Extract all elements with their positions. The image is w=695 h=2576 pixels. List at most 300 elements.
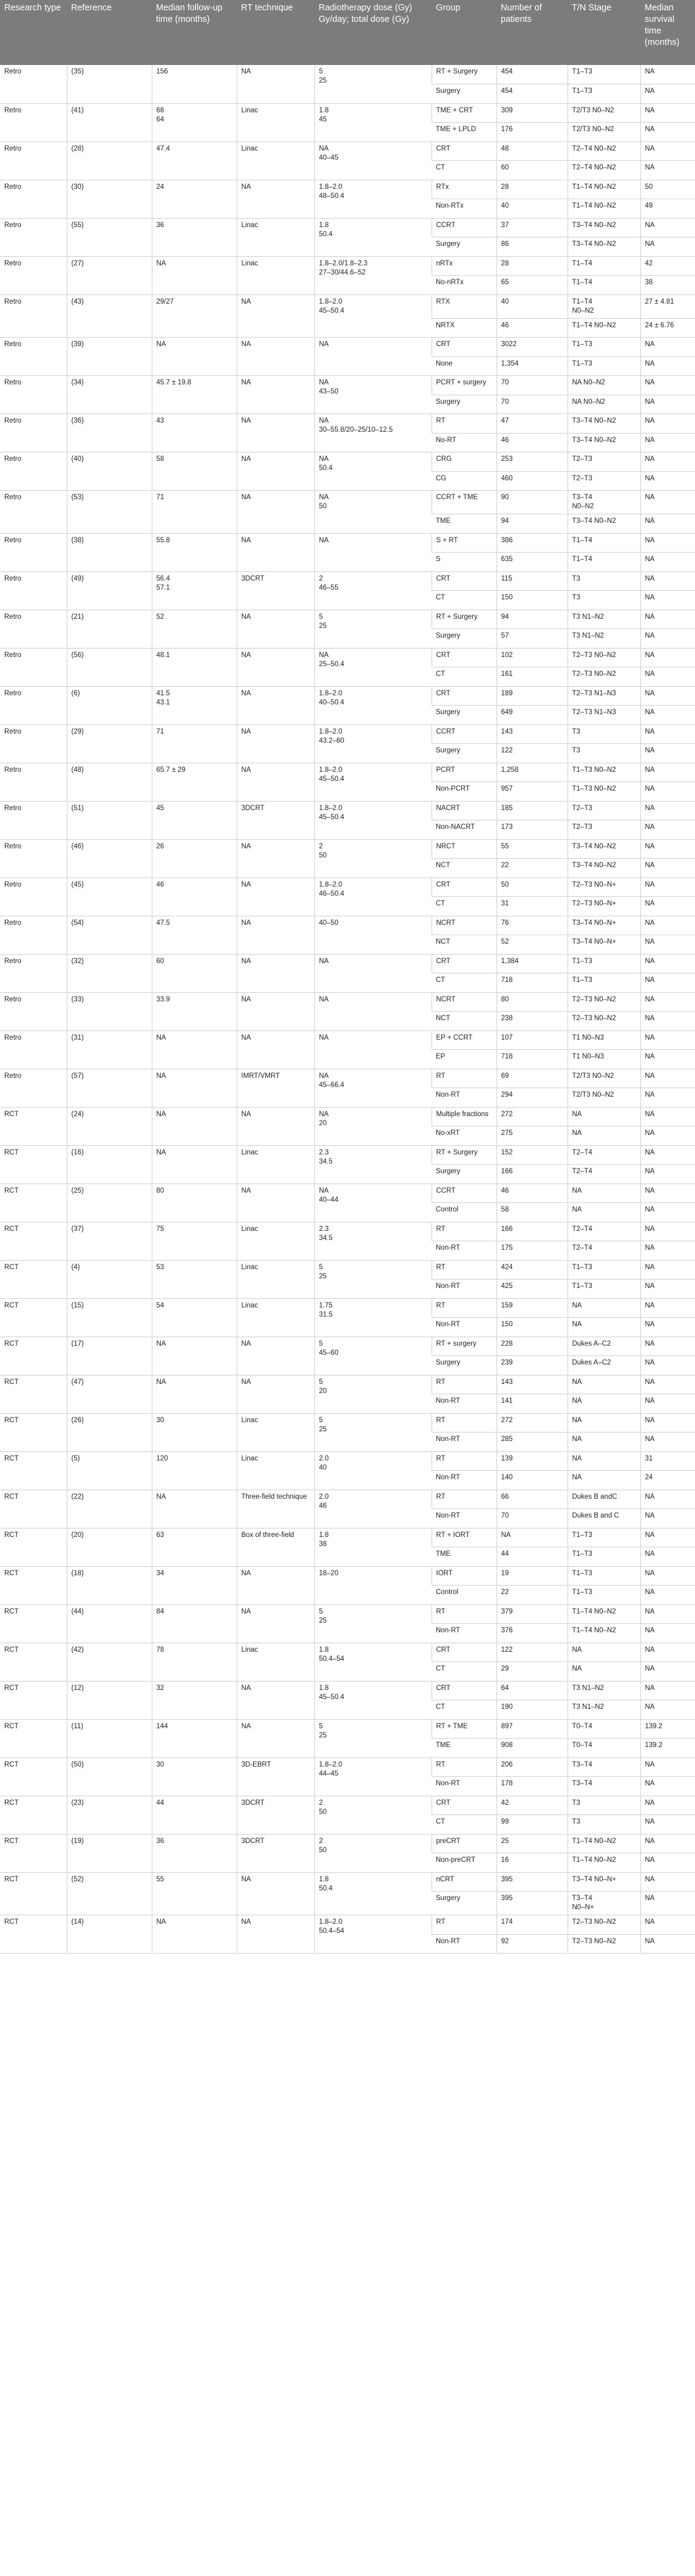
cell-research-type: Retro xyxy=(0,376,67,414)
cell-stage: T1–T4 N0–N2 xyxy=(568,1624,640,1643)
table-row xyxy=(0,877,695,897)
cell-reference: (42) xyxy=(67,1643,152,1681)
cell-stage: T1–T4 N0–N2 xyxy=(568,318,640,338)
cell-group: Non-preCRT xyxy=(432,1853,497,1873)
cell-stage: T0–T4 xyxy=(568,1739,640,1758)
cell-research-type: Retro xyxy=(0,801,67,839)
cell-reference: (41) xyxy=(67,103,152,141)
header-radiotherapy-dose: Radiotherapy dose (Gy) Gy/day; total dose (Gy) xyxy=(314,0,432,65)
table-row xyxy=(0,141,695,161)
cell-stage: NA N0–N2 xyxy=(568,376,640,395)
cell-stage: T3–T4 N0–N+ xyxy=(568,1872,640,1892)
cell-stage: T2–T4 N0–N2 xyxy=(568,141,640,161)
cell-survival: 139.2 xyxy=(640,1739,695,1758)
cell-stage: T2–T4 xyxy=(568,1165,640,1184)
cell-stage: T2–T3 xyxy=(568,820,640,840)
cell-survival: 24 xyxy=(640,1471,695,1490)
cell-survival: NA xyxy=(640,1586,695,1605)
cell-patients: 454 xyxy=(497,84,568,104)
cell-stage: Dukes B andC xyxy=(568,1490,640,1509)
cell-stage: T1–T3 xyxy=(568,1586,640,1605)
cell-stage: T2–T4 xyxy=(568,1222,640,1241)
cell-rt-technique: NA xyxy=(237,533,314,571)
table-row xyxy=(0,1834,695,1853)
cell-group: nCRT xyxy=(432,1872,497,1892)
cell-group: CCRT xyxy=(432,218,497,237)
cell-group: CRG xyxy=(432,452,497,472)
table-row xyxy=(0,1145,695,1165)
cell-stage: T1–T3 N0–N2 xyxy=(568,763,640,782)
cell-research-type: Retro xyxy=(0,839,67,877)
cell-follow-up: 46 xyxy=(152,877,237,916)
cell-stage: T1–T3 xyxy=(568,973,640,993)
table-row xyxy=(0,218,695,237)
cell-patients: 107 xyxy=(497,1031,568,1050)
cell-dose: 1.8 50.4 xyxy=(314,1872,432,1915)
cell-reference: (18) xyxy=(67,1566,152,1604)
cell-group: Non-RT xyxy=(432,1394,497,1414)
cell-survival: NA xyxy=(640,1834,695,1853)
cell-survival: NA xyxy=(640,1165,695,1184)
cell-group: Non-RT xyxy=(432,1088,497,1108)
cell-follow-up: 52 xyxy=(152,610,237,648)
cell-group: NRCT xyxy=(432,839,497,859)
cell-stage: NA N0–N2 xyxy=(568,395,640,414)
cell-group: Non-RTx xyxy=(432,199,497,219)
cell-group: CRT xyxy=(432,1681,497,1700)
cell-group: CRT xyxy=(432,1643,497,1662)
cell-survival: NA xyxy=(640,376,695,395)
table-row xyxy=(0,1222,695,1241)
cell-dose: NA 50.4 xyxy=(314,452,432,491)
cell-patients: 424 xyxy=(497,1260,568,1279)
cell-rt-technique: Linac xyxy=(237,218,314,256)
cell-patients: 897 xyxy=(497,1719,568,1739)
table-row xyxy=(0,1757,695,1777)
cell-reference: (57) xyxy=(67,1069,152,1107)
cell-reference: (4) xyxy=(67,1260,152,1298)
cell-group: RT xyxy=(432,1413,497,1433)
cell-patients: 1,258 xyxy=(497,763,568,782)
cell-group: CRT xyxy=(432,877,497,897)
cell-group: Surgery xyxy=(432,629,497,649)
cell-survival: NA xyxy=(640,935,695,955)
cell-follow-up: 32 xyxy=(152,1681,237,1719)
cell-patients: 86 xyxy=(497,237,568,257)
cell-survival: NA xyxy=(640,1088,695,1108)
cell-follow-up: 80 xyxy=(152,1184,237,1222)
cell-follow-up: 55 xyxy=(152,1872,237,1915)
cell-group: CRT xyxy=(432,686,497,706)
cell-group: Non-RT xyxy=(432,1318,497,1337)
cell-stage: T3 xyxy=(568,571,640,591)
cell-patients: 150 xyxy=(497,1318,568,1337)
cell-stage: NA xyxy=(568,1662,640,1682)
cell-patients: 425 xyxy=(497,1279,568,1299)
header-median-survival: Median survival time (months) xyxy=(640,0,695,65)
cell-rt-technique: Linac xyxy=(237,141,314,180)
cell-patients: 19 xyxy=(497,1566,568,1586)
cell-patients: 166 xyxy=(497,1165,568,1184)
cell-stage: T1–T4 xyxy=(568,533,640,553)
cell-patients: 29 xyxy=(497,1662,568,1682)
cell-follow-up: 84 xyxy=(152,1604,237,1643)
cell-group: RT + Surgery xyxy=(432,65,497,84)
cell-follow-up: 71 xyxy=(152,491,237,534)
cell-research-type: Retro xyxy=(0,954,67,992)
cell-group: CT xyxy=(432,1700,497,1720)
cell-stage: NA xyxy=(568,1318,640,1337)
cell-patients: 37 xyxy=(497,218,568,237)
cell-stage: T2–T3 xyxy=(568,471,640,491)
cell-patients: 272 xyxy=(497,1413,568,1433)
cell-patients: 159 xyxy=(497,1298,568,1318)
cell-patients: 178 xyxy=(497,1777,568,1796)
cell-patients: 253 xyxy=(497,452,568,472)
cell-patients: 174 xyxy=(497,1915,568,1935)
cell-group: Non-RT xyxy=(432,1509,497,1528)
cell-rt-technique: NA xyxy=(237,954,314,992)
cell-group: CRT xyxy=(432,1796,497,1815)
cell-survival: NA xyxy=(640,801,695,820)
cell-research-type: Retro xyxy=(0,877,67,916)
cell-survival: NA xyxy=(640,724,695,744)
cell-group: Non-RT xyxy=(432,1624,497,1643)
cell-group: Surgery xyxy=(432,395,497,414)
table-row xyxy=(0,180,695,199)
cell-stage: T3 N1–N2 xyxy=(568,1700,640,1720)
cell-stage: T1 N0–N3 xyxy=(568,1050,640,1069)
cell-reference: (51) xyxy=(67,801,152,839)
cell-stage: T1–T3 xyxy=(568,954,640,973)
cell-research-type: Retro xyxy=(0,610,67,648)
cell-group: CRT xyxy=(432,648,497,667)
cell-stage: T3–T4 N0–N+ xyxy=(568,916,640,935)
table-row xyxy=(0,295,695,318)
cell-stage: T1–T4 N0–N2 xyxy=(568,295,640,318)
cell-patients: 238 xyxy=(497,1012,568,1031)
cell-dose: NA 45–66.4 xyxy=(314,1069,432,1107)
cell-group: Non-RT xyxy=(432,1279,497,1299)
cell-research-type: Retro xyxy=(0,533,67,571)
cell-rt-technique: 3D-EBRT xyxy=(237,1757,314,1796)
cell-group: NCRT xyxy=(432,992,497,1012)
table-row xyxy=(0,1719,695,1739)
cell-follow-up: NA xyxy=(152,1337,237,1375)
cell-research-type: RCT xyxy=(0,1145,67,1184)
cell-group: RT + IORT xyxy=(432,1528,497,1547)
cell-patients: 285 xyxy=(497,1433,568,1452)
cell-reference: (48) xyxy=(67,763,152,801)
cell-survival: NA xyxy=(640,1241,695,1261)
table-row xyxy=(0,1413,695,1433)
cell-group: TME xyxy=(432,1739,497,1758)
cell-reference: (33) xyxy=(67,992,152,1031)
cell-dose: 1.8–2.0 46–50.4 xyxy=(314,877,432,916)
cell-patients: 206 xyxy=(497,1757,568,1777)
header-research-type: Research type xyxy=(0,0,67,65)
cell-survival: NA xyxy=(640,356,695,376)
table-row xyxy=(0,648,695,667)
cell-follow-up: NA xyxy=(152,1069,237,1107)
cell-follow-up: 33.9 xyxy=(152,992,237,1031)
cell-stage: T3–T4 N0–N2 xyxy=(568,414,640,434)
cell-patients: 228 xyxy=(497,1337,568,1356)
cell-research-type: Retro xyxy=(0,103,67,141)
cell-survival: NA xyxy=(640,433,695,452)
cell-reference: (53) xyxy=(67,491,152,534)
cell-research-type: Retro xyxy=(0,686,67,724)
cell-patients: 718 xyxy=(497,1050,568,1069)
cell-follow-up: 43 xyxy=(152,414,237,452)
cell-rt-technique: NA xyxy=(237,992,314,1031)
cell-reference: (43) xyxy=(67,295,152,338)
table-row xyxy=(0,1643,695,1662)
cell-stage: T3–T4 N0–N2 xyxy=(568,218,640,237)
cell-survival: NA xyxy=(640,1604,695,1624)
cell-stage: T2/T3 N0–N2 xyxy=(568,1069,640,1088)
cell-dose: 1.8–2.0/1.8–2.3 27–30/44.6–52 xyxy=(314,256,432,295)
table-row xyxy=(0,1566,695,1586)
cell-group: CT xyxy=(432,1662,497,1682)
cell-research-type: RCT xyxy=(0,1451,67,1490)
cell-stage: NA xyxy=(568,1394,640,1414)
cell-follow-up: NA xyxy=(152,338,237,376)
cell-stage: T3–T4 N0–N2 xyxy=(568,514,640,534)
cell-reference: (6) xyxy=(67,686,152,724)
cell-patients: 309 xyxy=(497,103,568,123)
cell-follow-up: 30 xyxy=(152,1757,237,1796)
cell-research-type: RCT xyxy=(0,1107,67,1145)
cell-stage: T1–T3 N0–N2 xyxy=(568,782,640,802)
cell-patients: 47 xyxy=(497,414,568,434)
table-row xyxy=(0,992,695,1012)
cell-dose: NA xyxy=(314,338,432,376)
cell-stage: T1–T4 xyxy=(568,553,640,572)
cell-reference: (5) xyxy=(67,1451,152,1490)
table-row xyxy=(0,801,695,820)
cell-group: Non-RT xyxy=(432,1241,497,1261)
cell-dose: NA 20 xyxy=(314,1107,432,1145)
cell-patients: 92 xyxy=(497,1934,568,1954)
cell-rt-technique: NA xyxy=(237,1719,314,1757)
cell-dose: 5 25 xyxy=(314,610,432,648)
cell-survival: NA xyxy=(640,84,695,104)
cell-stage: T1 N0–N3 xyxy=(568,1031,640,1050)
cell-follow-up: 63 xyxy=(152,1528,237,1566)
cell-follow-up: 120 xyxy=(152,1451,237,1490)
cell-survival: NA xyxy=(640,667,695,687)
cell-dose: 1.75 31.5 xyxy=(314,1298,432,1337)
cell-survival: NA xyxy=(640,161,695,180)
cell-group: Control xyxy=(432,1203,497,1222)
cell-survival: NA xyxy=(640,782,695,802)
table-row xyxy=(0,452,695,472)
cell-rt-technique: NA xyxy=(237,295,314,338)
table-row xyxy=(0,414,695,434)
cell-group: CRT xyxy=(432,141,497,161)
cell-stage: T3 N1–N2 xyxy=(568,610,640,629)
cell-survival: NA xyxy=(640,141,695,161)
cell-stage: T3–T4 N0–N2 xyxy=(568,839,640,859)
cell-dose: 2.0 46 xyxy=(314,1490,432,1528)
cell-group: RT xyxy=(432,1451,497,1471)
cell-group: RT xyxy=(432,1490,497,1509)
cell-follow-up: NA xyxy=(152,256,237,295)
cell-survival: NA xyxy=(640,629,695,649)
cell-survival: NA xyxy=(640,553,695,572)
cell-follow-up: 55.8 xyxy=(152,533,237,571)
cell-patients: 649 xyxy=(497,706,568,725)
cell-survival: NA xyxy=(640,1892,695,1915)
cell-survival: NA xyxy=(640,533,695,553)
cell-stage: T3–T4 N0–N2 xyxy=(568,859,640,878)
cell-patients: 176 xyxy=(497,123,568,142)
cell-patients: 58 xyxy=(497,1203,568,1222)
cell-rt-technique: 3DCRT xyxy=(237,1796,314,1834)
cell-research-type: Retro xyxy=(0,256,67,295)
cell-rt-technique: 3DCRT xyxy=(237,801,314,839)
cell-patients: 115 xyxy=(497,571,568,591)
header-group: Group xyxy=(432,0,497,65)
cell-stage: T3–T4 xyxy=(568,1777,640,1796)
cell-stage: T2–T3 N0–N2 xyxy=(568,648,640,667)
cell-survival: NA xyxy=(640,1184,695,1203)
cell-stage: T1–T4 xyxy=(568,256,640,276)
cell-research-type: Retro xyxy=(0,414,67,452)
cell-stage: T0–T4 xyxy=(568,1719,640,1739)
table-row xyxy=(0,1604,695,1624)
cell-dose: 1.8 45 xyxy=(314,103,432,141)
cell-group: CT xyxy=(432,1815,497,1835)
cell-follow-up: 41.5 43.1 xyxy=(152,686,237,724)
cell-dose: 5 20 xyxy=(314,1375,432,1413)
cell-patients: 139 xyxy=(497,1451,568,1471)
cell-rt-technique: Linac xyxy=(237,1145,314,1184)
cell-patients: 161 xyxy=(497,667,568,687)
cell-survival: NA xyxy=(640,471,695,491)
cell-stage: T2–T4 xyxy=(568,1145,640,1165)
cell-rt-technique: 3DCRT xyxy=(237,571,314,610)
cell-rt-technique: Linac xyxy=(237,1260,314,1298)
cell-reference: (24) xyxy=(67,1107,152,1145)
cell-research-type: Retro xyxy=(0,491,67,534)
cell-group: PCRT + surgery xyxy=(432,376,497,395)
cell-survival: NA xyxy=(640,839,695,859)
cell-stage: T1–T4 N0–N2 xyxy=(568,1604,640,1624)
cell-group: PCRT xyxy=(432,763,497,782)
cell-follow-up: 75 xyxy=(152,1222,237,1260)
table-row xyxy=(0,954,695,973)
cell-dose: 1.8–2.0 45–50.4 xyxy=(314,763,432,801)
cell-survival: NA xyxy=(640,973,695,993)
cell-group: nRTx xyxy=(432,256,497,276)
cell-research-type: RCT xyxy=(0,1375,67,1413)
cell-patients: 57 xyxy=(497,629,568,649)
cell-patients: 386 xyxy=(497,533,568,553)
cell-research-type: Retro xyxy=(0,295,67,338)
cell-patients: 70 xyxy=(497,1509,568,1528)
cell-follow-up: NA xyxy=(152,1490,237,1528)
cell-dose: 2.3 34.5 xyxy=(314,1222,432,1260)
cell-reference: (39) xyxy=(67,338,152,376)
cell-group: No-RT xyxy=(432,433,497,452)
cell-dose: 5 25 xyxy=(314,65,432,103)
cell-follow-up: 45.7 ± 19.8 xyxy=(152,376,237,414)
cell-group: NRTX xyxy=(432,318,497,338)
cell-reference: (23) xyxy=(67,1796,152,1834)
cell-patients: 22 xyxy=(497,1586,568,1605)
cell-dose: NA 50 xyxy=(314,491,432,534)
cell-patients: 3022 xyxy=(497,338,568,357)
cell-dose: NA 40–44 xyxy=(314,1184,432,1222)
cell-reference: (19) xyxy=(67,1834,152,1872)
cell-rt-technique: NA xyxy=(237,1604,314,1643)
cell-survival: NA xyxy=(640,992,695,1012)
cell-survival: NA xyxy=(640,1050,695,1069)
cell-survival: NA xyxy=(640,648,695,667)
table-row xyxy=(0,1107,695,1126)
cell-reference: (27) xyxy=(67,256,152,295)
table-row xyxy=(0,1031,695,1050)
cell-follow-up: 45 xyxy=(152,801,237,839)
cell-patients: 141 xyxy=(497,1394,568,1414)
cell-stage: T1–T3 xyxy=(568,1279,640,1299)
cell-patients: 46 xyxy=(497,318,568,338)
table-row xyxy=(0,686,695,706)
cell-patients: 94 xyxy=(497,610,568,629)
cell-dose: NA 25–50.4 xyxy=(314,648,432,686)
cell-dose: 2 46–55 xyxy=(314,571,432,610)
table-row xyxy=(0,1681,695,1700)
cell-group: Multiple fractions xyxy=(432,1107,497,1126)
cell-patients: 44 xyxy=(497,1547,568,1567)
cell-survival: NA xyxy=(640,1934,695,1954)
cell-survival: NA xyxy=(640,123,695,142)
cell-patients: 376 xyxy=(497,1624,568,1643)
cell-follow-up: NA xyxy=(152,1107,237,1145)
cell-reference: (32) xyxy=(67,954,152,992)
cell-survival: NA xyxy=(640,706,695,725)
table-row xyxy=(0,916,695,935)
cell-rt-technique: NA xyxy=(237,1337,314,1375)
cell-reference: (46) xyxy=(67,839,152,877)
cell-stage: T2–T3 N0–N2 xyxy=(568,1915,640,1935)
cell-dose: 1.8–2.0 45–50.4 xyxy=(314,295,432,338)
cell-research-type: RCT xyxy=(0,1298,67,1337)
cell-patients: 272 xyxy=(497,1107,568,1126)
cell-rt-technique: NA xyxy=(237,491,314,534)
cell-follow-up: 29/27 xyxy=(152,295,237,338)
table-row xyxy=(0,763,695,782)
cell-follow-up: 30 xyxy=(152,1413,237,1451)
cell-patients: 122 xyxy=(497,744,568,763)
cell-rt-technique: 3DCRT xyxy=(237,1834,314,1872)
cell-research-type: Retro xyxy=(0,763,67,801)
cell-patients: NA xyxy=(497,1528,568,1547)
cell-rt-technique: Linac xyxy=(237,1643,314,1681)
cell-survival: NA xyxy=(640,1662,695,1682)
cell-follow-up: 71 xyxy=(152,724,237,763)
cell-stage: T1–T4 N0–N2 xyxy=(568,199,640,219)
cell-patients: 70 xyxy=(497,395,568,414)
cell-patients: 122 xyxy=(497,1643,568,1662)
cell-survival: NA xyxy=(640,395,695,414)
cell-stage: T2–T3 N1–N3 xyxy=(568,706,640,725)
cell-patients: 69 xyxy=(497,1069,568,1088)
cell-patients: 90 xyxy=(497,491,568,514)
cell-survival: NA xyxy=(640,591,695,610)
